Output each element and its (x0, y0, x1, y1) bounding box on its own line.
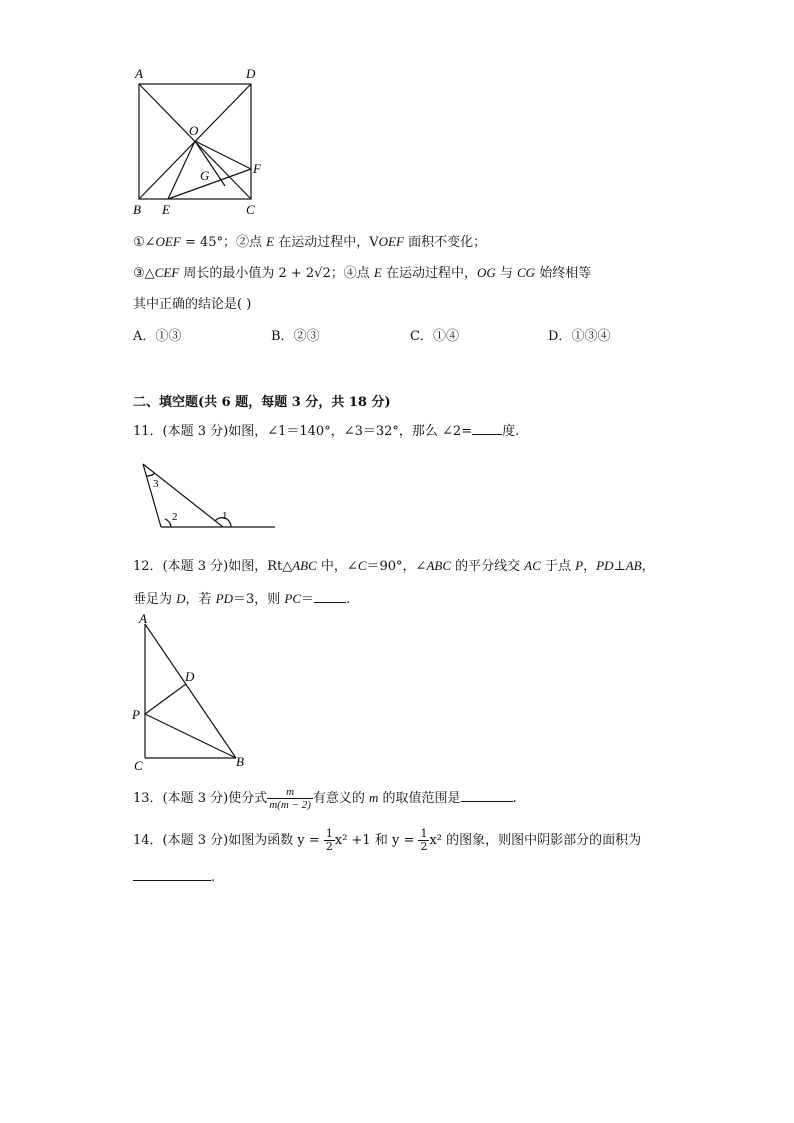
label-D: D (246, 66, 256, 81)
q12-figure (128, 610, 253, 775)
q12-text-line2: 垂足为 D，若 PD＝3，则 PC＝ . (133, 591, 351, 607)
section-title: 二、填空题(共 6 题，每题 3 分，共 18 分) (133, 395, 391, 410)
label-B: B (133, 202, 141, 217)
q10-statement-line1: ①∠OEF = 45°；②点 E 在运动过程中，VOEF 面积不变化； (133, 234, 487, 250)
q11-angle-2: 2 (172, 511, 178, 523)
q10-statement-line2: ③△CEF 周长的最小值为 2 + 2√2；④点 E 在运动过程中，OG 与 CG 始终相等 (133, 265, 592, 281)
q11-angle-1: 1 (222, 510, 228, 522)
label-E: E (162, 202, 170, 217)
q13-answer-blank[interactable] (461, 789, 513, 802)
q13-text: 13．(本题 3 分)使分式 $\frac{m}{m(m - 2)}$ 有意义的 m 的取值范围是 . (133, 786, 517, 811)
label-C: C (246, 202, 255, 217)
q12-answer-blank[interactable] (314, 590, 346, 603)
q11-text: 11．(本题 3 分)如图，∠1＝140°，∠3＝32°，那么 ∠2= 度. (133, 424, 520, 439)
label-O: O (189, 123, 199, 138)
q14-text: 14．(本题 3 分)如图为函数 y = $\frac{1}{2}$ x² +1 和 y = $\frac{1}{2}$ x² 的图象，则图中阴影部分的面积为 (133, 827, 642, 853)
q10-option-d[interactable]: D．①③④ (548, 329, 611, 344)
q14-fraction-2: $\frac{1}{2}$ (420, 827, 428, 853)
q12-label-A: A (139, 611, 147, 626)
q11-answer-blank[interactable] (472, 422, 502, 435)
q10-option-a[interactable]: A．①③ (133, 329, 182, 344)
q11-figure (135, 458, 280, 533)
q12-label-P: P (132, 707, 140, 722)
q10-prompt: 其中正确的结论是( ) (133, 297, 252, 312)
q14-fraction-1: $\frac{1}{2}$ (325, 827, 333, 853)
label-G: G (200, 168, 210, 183)
q11-angle-3: 3 (153, 478, 159, 490)
q14-answer-blank[interactable] (133, 868, 211, 881)
label-A: A (135, 66, 143, 81)
q13-fraction: $\frac{m}{m(m - 2)}$ (269, 786, 311, 811)
q12-label-D: D (185, 669, 195, 684)
q10-option-b[interactable]: B．②③ (271, 329, 320, 344)
q10-option-c[interactable]: C．①④ (410, 329, 459, 344)
q12-label-B: B (236, 754, 244, 769)
square-figure (125, 62, 275, 222)
q14-answer-line: . (133, 868, 215, 887)
label-F: F (253, 161, 261, 176)
q12-label-C: C (134, 758, 143, 773)
q12-text-line1: 12．(本题 3 分)如图，Rt△ABC 中，∠C＝90°，∠ABC 的平分线交 AC 于点 P，PD⊥AB， (133, 558, 655, 574)
